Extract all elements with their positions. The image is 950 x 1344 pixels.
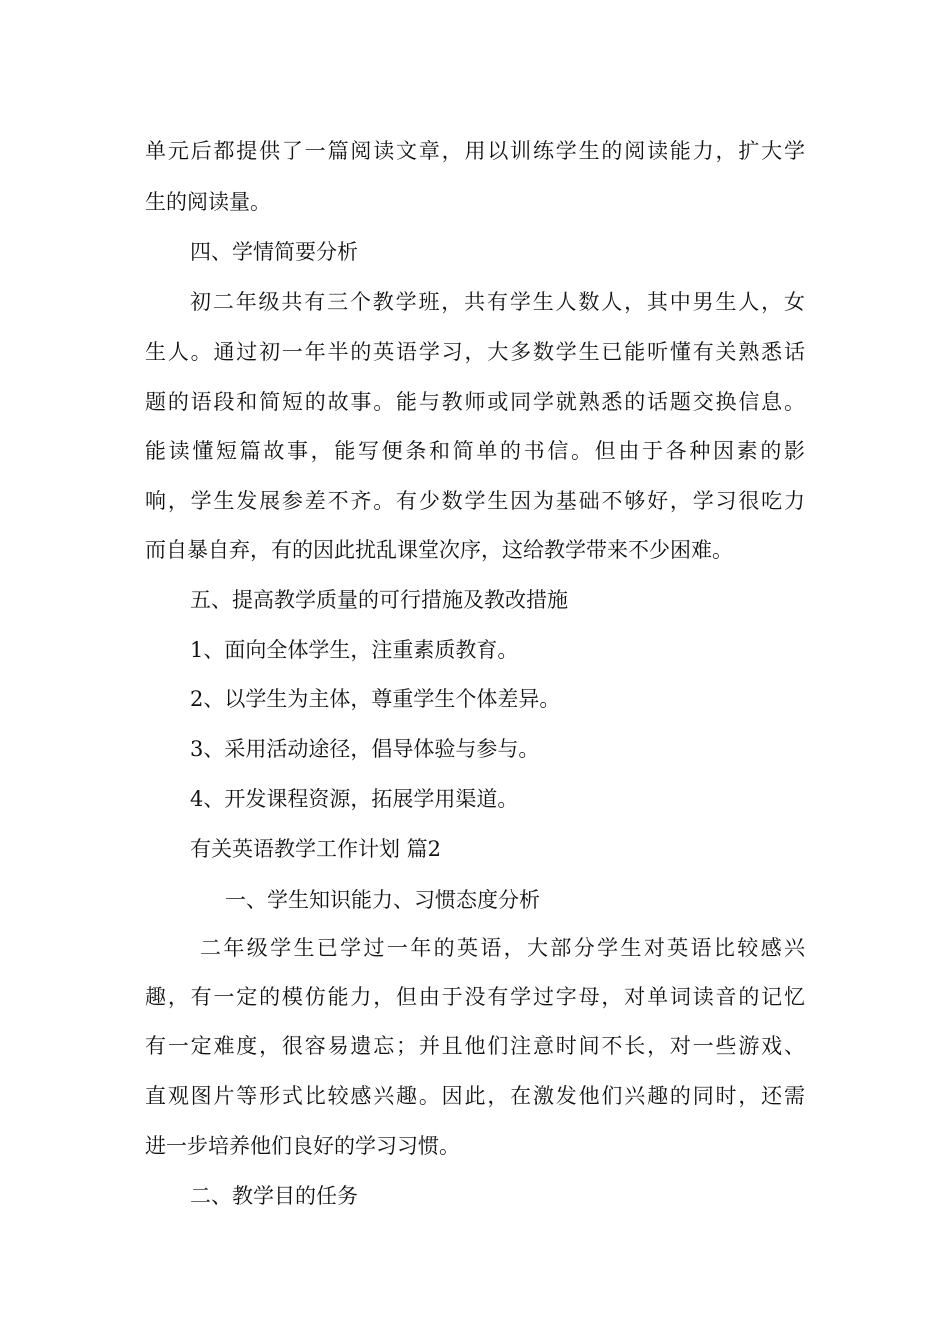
section-heading: 二、教学目的任务 — [190, 1184, 358, 1208]
paragraph-line: 直观图片等形式比较感兴趣。因此，在激发他们兴趣的同时，还需 — [145, 1084, 805, 1108]
list-item: 3、采用活动途径，倡导体验与参与。 — [190, 737, 540, 761]
paragraph-line: 进一步培养他们良好的学习习惯。 — [145, 1134, 460, 1158]
section-heading: 四、学情简要分析 — [190, 240, 358, 264]
paragraph-line: 二年级学生已学过一年的英语，大部分学生对英语比较感兴 — [200, 936, 805, 960]
paragraph-line: 能读懂短篇故事，能写便条和简单的书信。但由于各种因素的影 — [145, 439, 805, 463]
paragraph-line: 单元后都提供了一篇阅读文章，用以训练学生的阅读能力，扩大学 — [145, 139, 805, 163]
article-title: 有关英语教学工作计划 篇2 — [190, 837, 442, 861]
list-item: 2、以学生为主体，尊重学生个体差异。 — [190, 687, 561, 711]
section-heading: 五、提高教学质量的可行措施及教改措施 — [190, 588, 568, 612]
paragraph-line: 生的阅读量。 — [145, 190, 271, 214]
list-item: 1、面向全体学生，注重素质教育。 — [190, 638, 519, 662]
paragraph-line: 而自暴自弃，有的因此扰乱课堂次序，这给教学带来不少困难。 — [145, 538, 733, 562]
section-heading: 一、学生知识能力、习惯态度分析 — [225, 888, 540, 912]
paragraph-line: 生人。通过初一年半的英语学习，大多数学生已能听懂有关熟悉话 — [145, 340, 805, 364]
paragraph-line: 趣，有一定的模仿能力，但由于没有学过字母，对单词读音的记忆 — [145, 985, 805, 1009]
paragraph-line: 有一定难度，很容易遗忘；并且他们注意时间不长，对一些游戏、 — [145, 1034, 805, 1058]
paragraph-line: 初二年级共有三个教学班，共有学生人数人，其中男生人，女 — [190, 290, 805, 314]
paragraph-line: 题的语段和简短的故事。能与教师或同学就熟悉的话题交换信息。 — [145, 390, 805, 414]
paragraph-line: 响，学生发展参差不齐。有少数学生因为基础不够好，学习很吃力 — [145, 489, 805, 513]
list-item: 4、开发课程资源，拓展学用渠道。 — [190, 787, 519, 811]
